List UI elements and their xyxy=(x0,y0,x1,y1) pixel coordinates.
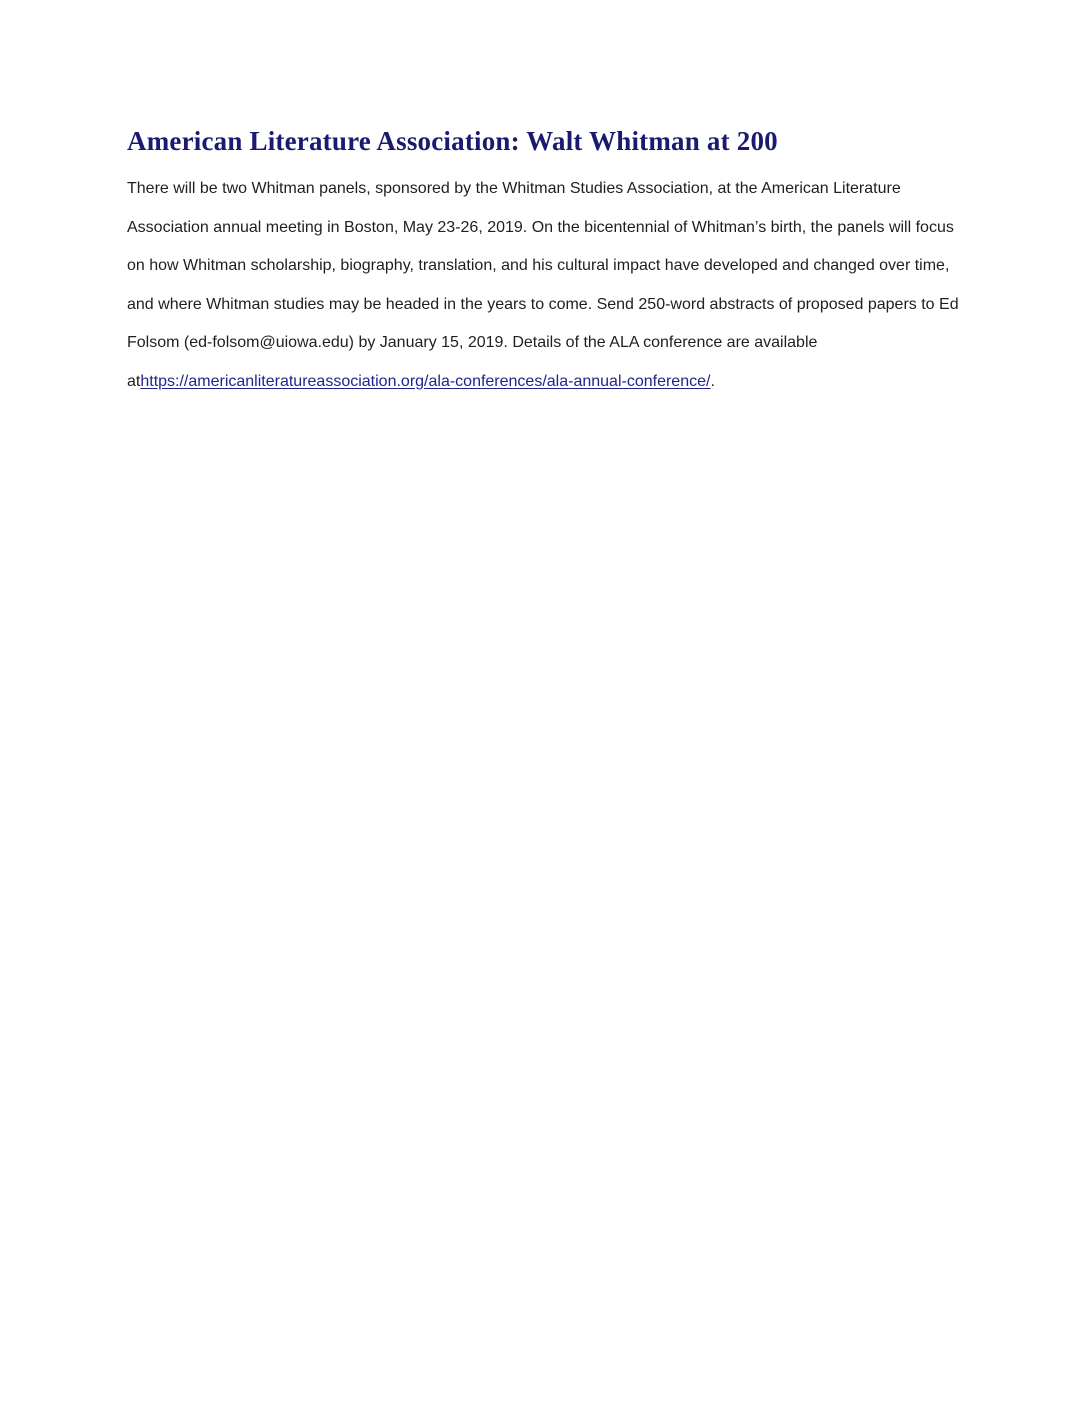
paragraph-text: There will be two Whitman panels, sponsored by the Whitman Studies Association, at the American Literature Association annual meeting in Boston, May 23-26, 2019. On the bicentennial of Whitman’s birth, the panels will focus on how Whitman scholarship, biography, translation, and his cultural impact have developed and changed over time, and where Whitman studies may be headed in the years to come. Send 250-word abstracts of proposed papers to Ed Folsom (ed-folsom@uiowa.edu) by January 15, 2019. Details of the ALA conference are available at xyxy=(127,180,959,390)
article-paragraph xyxy=(127,170,972,401)
page-title: American Literature Association: Walt Whitman at 200 xyxy=(127,126,778,156)
paragraph-period: . xyxy=(710,372,715,390)
conference-link[interactable]: https://americanliteratureassociation.org/ala-conferences/ala-annual-conference/ xyxy=(140,372,711,390)
document-page xyxy=(0,0,1088,401)
